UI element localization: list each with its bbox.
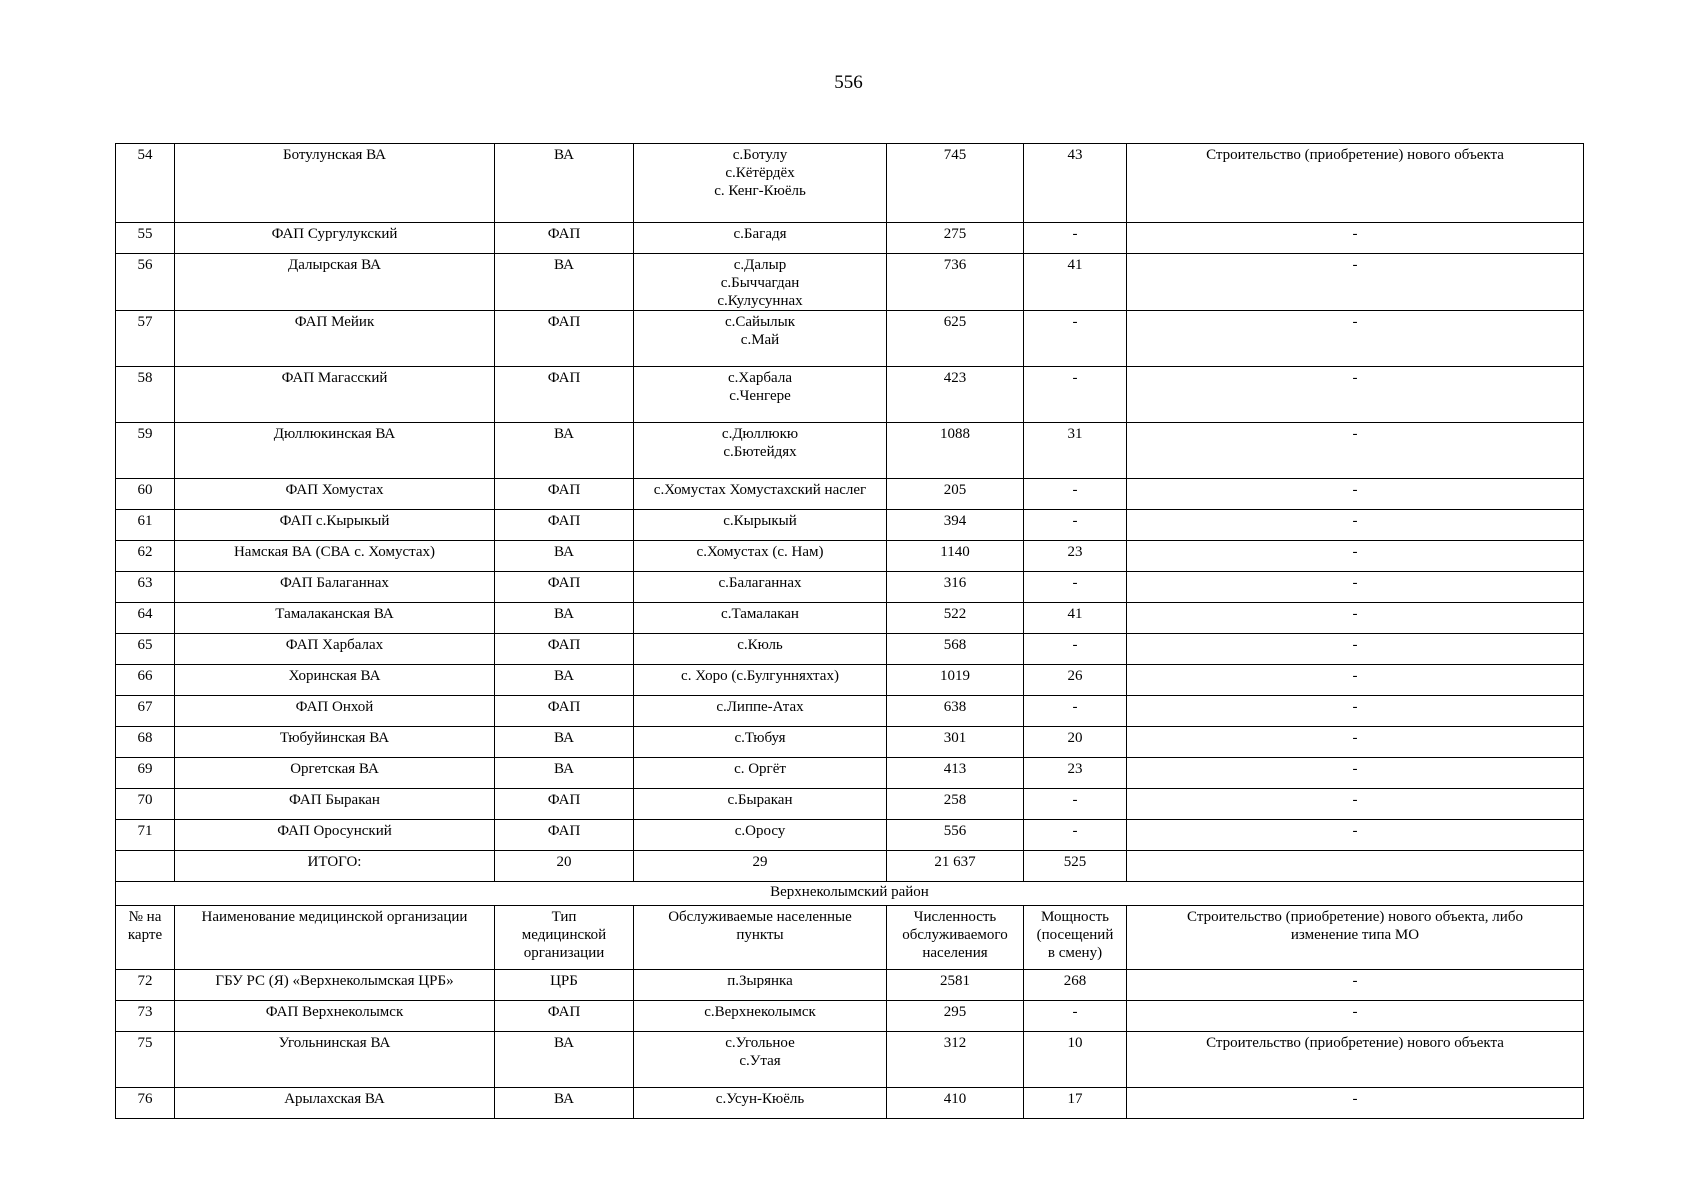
total-construction-cell xyxy=(1127,851,1584,882)
table-row xyxy=(116,665,1584,696)
settlements-cell-line: с.Сайылык xyxy=(724,314,796,330)
capacity-cell: 17 xyxy=(1024,1088,1127,1119)
organization-type-cell: ВА xyxy=(495,603,634,634)
population-cell: 312 xyxy=(887,1032,1024,1088)
organization-type-cell: ВА xyxy=(495,1032,634,1088)
capacity-cell: - xyxy=(1024,311,1127,367)
header-organization-name xyxy=(175,906,495,970)
header-capacity xyxy=(1024,906,1127,970)
population-cell: 205 xyxy=(887,479,1024,510)
table-row xyxy=(116,634,1584,665)
organization-type-cell: ФАП xyxy=(495,1001,634,1032)
table-row xyxy=(116,510,1584,541)
page-number: 556 xyxy=(834,72,863,93)
map-number-cell: 62 xyxy=(116,541,175,572)
organization-type-cell: ФАП xyxy=(495,789,634,820)
table-row xyxy=(116,1032,1584,1088)
map-number-cell: 56 xyxy=(116,254,175,311)
table-row xyxy=(116,479,1584,510)
settlements-cell xyxy=(634,541,887,572)
capacity-cell: 41 xyxy=(1024,254,1127,311)
map-number-cell: 54 xyxy=(116,144,175,223)
settlements-cell-line: с.Кётёрдёх xyxy=(725,165,795,181)
map-number-cell: 59 xyxy=(116,423,175,479)
organization-name-cell: ФАП Сургулукский xyxy=(175,223,495,254)
population-cell: 638 xyxy=(887,696,1024,727)
table-row xyxy=(116,254,1584,311)
population-cell: 301 xyxy=(887,727,1024,758)
organization-name-cell: Угольнинская ВА xyxy=(175,1032,495,1088)
capacity-cell: - xyxy=(1024,696,1127,727)
settlements-cell xyxy=(634,367,887,423)
table-row xyxy=(116,144,1584,223)
organization-type-cell: ВА xyxy=(495,665,634,696)
table-row xyxy=(116,603,1584,634)
map-number-cell: 60 xyxy=(116,479,175,510)
settlements-cell-line: с.Дюллюкю xyxy=(721,426,799,442)
table-row xyxy=(116,1088,1584,1119)
population-cell: 258 xyxy=(887,789,1024,820)
population-cell: 2581 xyxy=(887,970,1024,1001)
settlements-cell-line: с.Кулусуннах xyxy=(717,293,803,309)
settlements-cell xyxy=(634,423,887,479)
capacity-cell: - xyxy=(1024,634,1127,665)
settlements-cell xyxy=(634,758,887,789)
organization-name-cell: ФАП Оросунский xyxy=(175,820,495,851)
capacity-cell: - xyxy=(1024,223,1127,254)
capacity-cell: 268 xyxy=(1024,970,1127,1001)
settlements-cell-line: с.Кырыкый xyxy=(723,513,797,529)
organization-name-cell: ФАП Верхнеколымск xyxy=(175,1001,495,1032)
table-row xyxy=(116,727,1584,758)
capacity-cell: 43 xyxy=(1024,144,1127,223)
total-settlements-cell: 29 xyxy=(634,851,887,882)
total-row xyxy=(116,851,1584,882)
construction-cell: - xyxy=(1127,820,1584,851)
capacity-cell: 31 xyxy=(1024,423,1127,479)
organization-name-cell: ФАП Мейик xyxy=(175,311,495,367)
construction-cell: - xyxy=(1127,223,1584,254)
organization-name-cell: Оргетская ВА xyxy=(175,758,495,789)
organization-type-cell: ЦРБ xyxy=(495,970,634,1001)
header-population-line: обслуживаемого xyxy=(902,927,1008,943)
table-row xyxy=(116,970,1584,1001)
organization-name-cell: Далырская ВА xyxy=(175,254,495,311)
map-number-cell: 72 xyxy=(116,970,175,1001)
settlements-cell xyxy=(634,144,887,223)
construction-cell: - xyxy=(1127,367,1584,423)
construction-cell: - xyxy=(1127,423,1584,479)
organization-name-cell: ФАП с.Кырыкый xyxy=(175,510,495,541)
population-cell: 1088 xyxy=(887,423,1024,479)
settlements-cell-line: с.Быччагдан xyxy=(720,275,800,291)
construction-cell: - xyxy=(1127,479,1584,510)
map-number-cell: 76 xyxy=(116,1088,175,1119)
organization-name-cell: Дюллюкинская ВА xyxy=(175,423,495,479)
organization-type-cell: ФАП xyxy=(495,696,634,727)
settlements-cell-line: с.Усун-Кюёль xyxy=(715,1091,805,1107)
table-row xyxy=(116,541,1584,572)
organization-type-cell: ВА xyxy=(495,144,634,223)
organization-type-cell: ФАП xyxy=(495,634,634,665)
header-organization-type-line: Тип xyxy=(551,909,577,925)
table-row xyxy=(116,423,1584,479)
header-settlements-line: Обслуживаемые населенные xyxy=(668,909,852,925)
map-number-cell: 57 xyxy=(116,311,175,367)
district-title: Верхнеколымский район xyxy=(116,882,1584,906)
construction-cell: - xyxy=(1127,970,1584,1001)
capacity-cell: - xyxy=(1024,572,1127,603)
header-population xyxy=(887,906,1024,970)
population-cell: 736 xyxy=(887,254,1024,311)
table-row xyxy=(116,758,1584,789)
population-cell: 745 xyxy=(887,144,1024,223)
table-row xyxy=(116,223,1584,254)
header-organization-type-line: организации xyxy=(523,945,605,961)
header-organization-type xyxy=(495,906,634,970)
construction-cell: - xyxy=(1127,665,1584,696)
population-cell: 295 xyxy=(887,1001,1024,1032)
construction-cell: - xyxy=(1127,311,1584,367)
construction-cell: Строительство (приобретение) нового объекта xyxy=(1127,144,1584,223)
header-population-line: населения xyxy=(922,945,988,961)
construction-cell: - xyxy=(1127,254,1584,311)
organization-type-cell: ВА xyxy=(495,541,634,572)
population-cell: 556 xyxy=(887,820,1024,851)
organization-name-cell: Хоринская ВА xyxy=(175,665,495,696)
population-cell: 522 xyxy=(887,603,1024,634)
settlements-cell xyxy=(634,254,887,311)
settlements-cell xyxy=(634,696,887,727)
construction-cell: - xyxy=(1127,1001,1584,1032)
settlements-cell-line: с.Утая xyxy=(739,1053,781,1069)
map-number-cell: 66 xyxy=(116,665,175,696)
settlements-cell xyxy=(634,1001,887,1032)
capacity-cell: 10 xyxy=(1024,1032,1127,1088)
settlements-cell-line: с.Хомустах Хомустахский наслег xyxy=(653,482,867,498)
construction-cell: - xyxy=(1127,634,1584,665)
population-cell: 316 xyxy=(887,572,1024,603)
header-construction xyxy=(1127,906,1584,970)
population-cell: 1140 xyxy=(887,541,1024,572)
header-organization-name-line: Наименование медицинской организации xyxy=(201,909,468,925)
settlements-cell-line: с.Быракан xyxy=(727,792,793,808)
settlements-cell-line: с.Угольное xyxy=(725,1035,795,1051)
capacity-cell: - xyxy=(1024,789,1127,820)
organization-type-cell: ФАП xyxy=(495,479,634,510)
table-body xyxy=(116,144,1584,1119)
organization-type-cell: ФАП xyxy=(495,510,634,541)
settlements-cell xyxy=(634,665,887,696)
header-capacity-line: Мощность xyxy=(1041,909,1109,925)
population-cell: 423 xyxy=(887,367,1024,423)
settlements-cell-line: п.Зырянка xyxy=(727,973,793,989)
capacity-cell: 23 xyxy=(1024,758,1127,789)
organization-name-cell: Арылахская ВА xyxy=(175,1088,495,1119)
settlements-cell-line: с. Хоро (с.Булгунняхтах) xyxy=(681,668,839,684)
construction-cell: - xyxy=(1127,696,1584,727)
settlements-cell-line: с.Далыр xyxy=(733,257,787,273)
map-number-cell: 73 xyxy=(116,1001,175,1032)
total-number-cell xyxy=(116,851,175,882)
map-number-cell: 61 xyxy=(116,510,175,541)
settlements-cell-line: с. Оргёт xyxy=(734,761,786,777)
capacity-cell: - xyxy=(1024,820,1127,851)
map-number-cell: 71 xyxy=(116,820,175,851)
population-cell: 413 xyxy=(887,758,1024,789)
construction-cell: - xyxy=(1127,572,1584,603)
table-row xyxy=(116,789,1584,820)
organization-type-cell: ФАП xyxy=(495,223,634,254)
map-number-cell: 63 xyxy=(116,572,175,603)
construction-cell: - xyxy=(1127,603,1584,634)
settlements-cell xyxy=(634,223,887,254)
settlements-cell xyxy=(634,634,887,665)
construction-cell: - xyxy=(1127,758,1584,789)
map-number-cell: 75 xyxy=(116,1032,175,1088)
header-map-number-line: карте xyxy=(127,927,163,943)
settlements-cell xyxy=(634,510,887,541)
settlements-cell xyxy=(634,789,887,820)
settlements-cell-line: с.Тюбуя xyxy=(734,730,786,746)
settlements-cell-line: с.Ботулу xyxy=(732,147,788,163)
capacity-cell: 41 xyxy=(1024,603,1127,634)
population-cell: 394 xyxy=(887,510,1024,541)
header-map-number-line: № на xyxy=(128,909,162,925)
header-settlements xyxy=(634,906,887,970)
construction-cell: - xyxy=(1127,510,1584,541)
total-label-cell: ИТОГО: xyxy=(175,851,495,882)
settlements-cell xyxy=(634,311,887,367)
district-row xyxy=(116,882,1584,906)
settlements-cell xyxy=(634,572,887,603)
settlements-cell-line: с.Ченгере xyxy=(729,388,791,404)
organization-type-cell: ФАП xyxy=(495,820,634,851)
construction-cell: - xyxy=(1127,727,1584,758)
map-number-cell: 58 xyxy=(116,367,175,423)
settlements-cell xyxy=(634,1088,887,1119)
header-population-line: Численность xyxy=(913,909,997,925)
capacity-cell: 20 xyxy=(1024,727,1127,758)
map-number-cell: 67 xyxy=(116,696,175,727)
settlements-cell xyxy=(634,820,887,851)
settlements-cell xyxy=(634,479,887,510)
settlements-cell-line: с.Тамалакан xyxy=(721,606,799,622)
construction-cell: - xyxy=(1127,789,1584,820)
organization-type-cell: ВА xyxy=(495,727,634,758)
column-header-row xyxy=(116,906,1584,970)
settlements-cell-line: с.Балаганнах xyxy=(718,575,802,591)
organization-type-cell: ВА xyxy=(495,254,634,311)
settlements-cell-line: с.Оросу xyxy=(734,823,786,839)
organization-type-cell: ВА xyxy=(495,423,634,479)
header-capacity-line: (посещений xyxy=(1036,927,1114,943)
population-cell: 275 xyxy=(887,223,1024,254)
map-number-cell: 55 xyxy=(116,223,175,254)
table-row xyxy=(116,1001,1584,1032)
settlements-cell-line: с.Хомустах (с. Нам) xyxy=(696,544,824,560)
table-row xyxy=(116,696,1584,727)
settlements-cell-line: с.Липпе-Атах xyxy=(716,699,804,715)
header-map-number xyxy=(116,906,175,970)
settlements-cell-line: с.Харбала xyxy=(728,370,792,386)
organization-type-cell: ВА xyxy=(495,758,634,789)
organization-type-cell: ФАП xyxy=(495,367,634,423)
organization-name-cell: ФАП Харбалах xyxy=(175,634,495,665)
settlements-cell-line: с.Май xyxy=(740,332,780,348)
capacity-cell: - xyxy=(1024,479,1127,510)
map-number-cell: 70 xyxy=(116,789,175,820)
settlements-cell-line: с.Верхнеколымск xyxy=(704,1004,816,1020)
organization-name-cell: Намская ВА (СВА с. Хомустах) xyxy=(175,541,495,572)
table-row xyxy=(116,820,1584,851)
map-number-cell: 64 xyxy=(116,603,175,634)
total-population-cell: 21 637 xyxy=(887,851,1024,882)
map-number-cell: 69 xyxy=(116,758,175,789)
capacity-cell: - xyxy=(1024,510,1127,541)
capacity-cell: 23 xyxy=(1024,541,1127,572)
capacity-cell: 26 xyxy=(1024,665,1127,696)
settlements-cell xyxy=(634,1032,887,1088)
construction-cell: - xyxy=(1127,1088,1584,1119)
organization-type-cell: ФАП xyxy=(495,572,634,603)
total-capacity-cell: 525 xyxy=(1024,851,1127,882)
table-row xyxy=(116,367,1584,423)
organization-name-cell: ФАП Быракан xyxy=(175,789,495,820)
map-number-cell: 65 xyxy=(116,634,175,665)
settlements-cell xyxy=(634,970,887,1001)
population-cell: 1019 xyxy=(887,665,1024,696)
organization-name-cell: ГБУ РС (Я) «Верхнеколымская ЦРБ» xyxy=(175,970,495,1001)
header-construction-line: Строительство (приобретение) нового объекта, либо xyxy=(1187,909,1523,925)
header-capacity-line: в смену) xyxy=(1047,945,1103,961)
settlements-cell xyxy=(634,727,887,758)
settlements-cell xyxy=(634,603,887,634)
population-cell: 625 xyxy=(887,311,1024,367)
settlements-cell-line: с.Багадя xyxy=(733,226,787,242)
organization-name-cell: ФАП Балаганнах xyxy=(175,572,495,603)
organization-type-cell: ФАП xyxy=(495,311,634,367)
organization-name-cell: Тамалаканская ВА xyxy=(175,603,495,634)
organization-name-cell: ФАП Магасский xyxy=(175,367,495,423)
population-cell: 410 xyxy=(887,1088,1024,1119)
population-cell: 568 xyxy=(887,634,1024,665)
header-organization-type-line: медицинской xyxy=(521,927,607,943)
header-settlements-line: пункты xyxy=(736,927,784,943)
header-construction-line: изменение типа МО xyxy=(1290,927,1420,943)
total-type-cell: 20 xyxy=(495,851,634,882)
medical-organizations-table xyxy=(115,143,1584,1119)
organization-name-cell: ФАП Хомустах xyxy=(175,479,495,510)
settlements-cell-line: с. Кенг-Кюёль xyxy=(714,183,806,199)
organization-name-cell: ФАП Онхой xyxy=(175,696,495,727)
map-number-cell: 68 xyxy=(116,727,175,758)
capacity-cell: - xyxy=(1024,367,1127,423)
settlements-cell-line: с.Кюль xyxy=(737,637,783,653)
construction-cell: Строительство (приобретение) нового объекта xyxy=(1127,1032,1584,1088)
table-row xyxy=(116,572,1584,603)
construction-cell: - xyxy=(1127,541,1584,572)
table-row xyxy=(116,311,1584,367)
settlements-cell-line: с.Бютейдях xyxy=(723,444,797,460)
organization-name-cell: Ботулунская ВА xyxy=(175,144,495,223)
organization-name-cell: Тюбуйинская ВА xyxy=(175,727,495,758)
organization-type-cell: ВА xyxy=(495,1088,634,1119)
capacity-cell: - xyxy=(1024,1001,1127,1032)
